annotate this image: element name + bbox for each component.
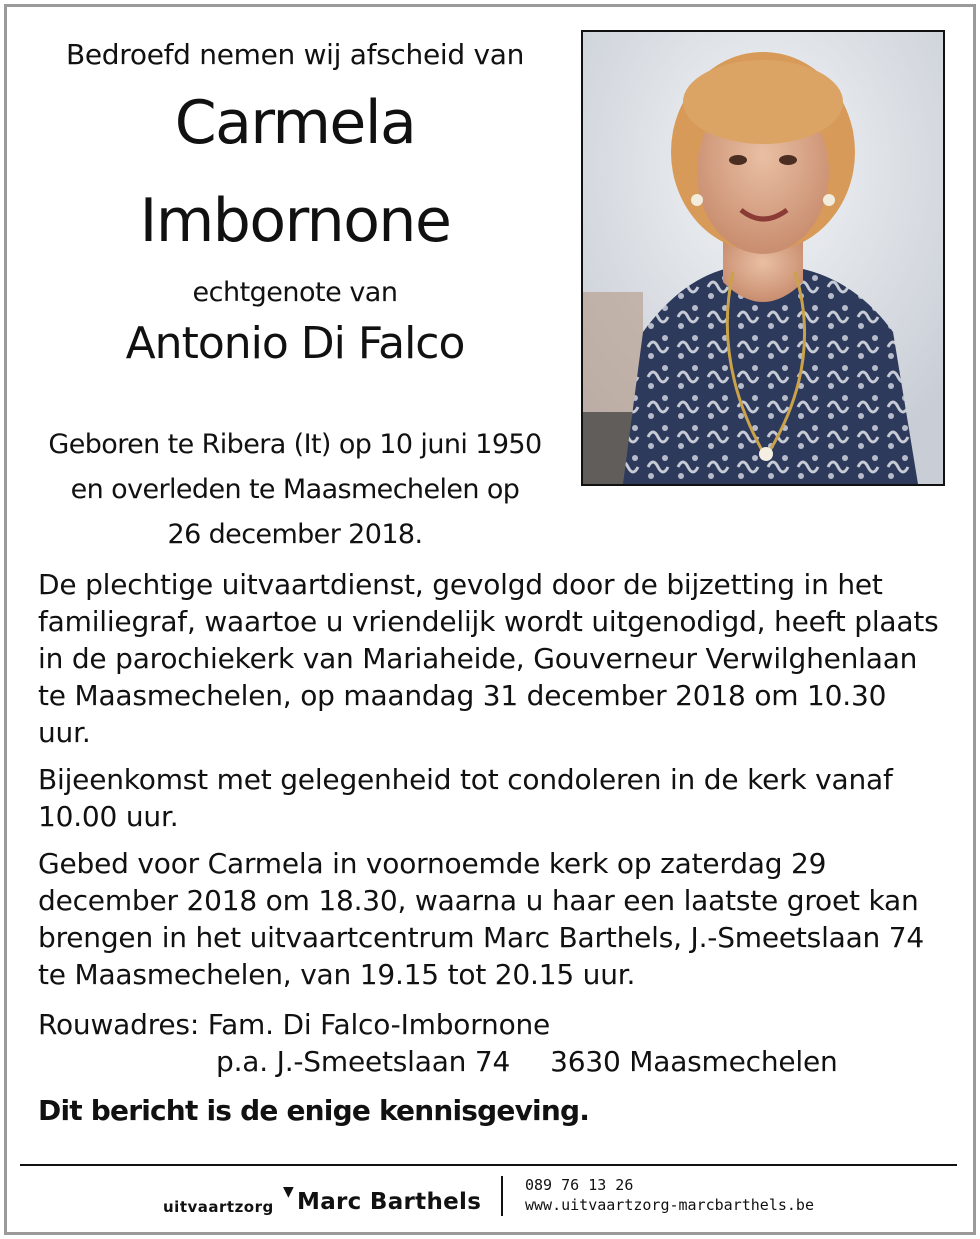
rouwadres-line: Rouwadres: Fam. Di Falco-Imbornone bbox=[38, 1008, 551, 1041]
details-paragraph: Bijeenkomst met gelegenheid tot condoleren in de kerk vanaf 10.00 uur. bbox=[38, 763, 893, 833]
contact-info bbox=[525, 1175, 814, 1215]
rouwadres-address bbox=[38, 1043, 943, 1080]
intro-text: Bedroefd nemen wij afscheid van bbox=[65, 38, 525, 71]
deceased-first-name: Carmela bbox=[174, 88, 416, 158]
date-line: en overleden te Maasmechelen op bbox=[70, 474, 520, 505]
brand-name: Marc Barthels bbox=[297, 1189, 482, 1215]
website-link[interactable]: www.uitvaartzorg-marcbarthels.be bbox=[525, 1196, 814, 1214]
birth-death-dates bbox=[40, 422, 550, 557]
date-line: 26 december 2018. bbox=[167, 519, 423, 550]
rouwadres-street: p.a. J.-Smeetslaan 74 bbox=[216, 1045, 511, 1078]
footer-divider bbox=[20, 1164, 957, 1166]
portrait-photo bbox=[581, 30, 945, 486]
funeral-details bbox=[38, 566, 943, 1003]
triangle-down-icon: ▼ bbox=[283, 1184, 294, 1200]
spouse-label: echtgenote van bbox=[192, 277, 398, 308]
footer-separator bbox=[501, 1176, 503, 1216]
brand-tagline: uitvaartzorg bbox=[163, 1198, 274, 1216]
deceased-last-name: Imbornone bbox=[139, 186, 451, 256]
details-paragraph: Gebed voor Carmela in voornoemde kerk op zaterdag 29 december 2018 om 18.30, waarna u haar een laatste groet kan brengen in het uitvaartcentrum Marc Barthels, J.-Smeetslaan 74 te Maasmechelen, van 19.15 tot 20.15 uur. bbox=[38, 847, 925, 991]
mourning-address bbox=[38, 1006, 943, 1080]
details-paragraph: De plechtige uitvaartdienst, gevolgd door de bijzetting in het familiegraf, waartoe u vriendelijk wordt uitgenodigd, heeft plaats in de parochiekerk van Mariaheide, Gouverneur Verwilghenlaan te Maasmechelen, op maandag 31 december 2018 om 10.30 uur. bbox=[38, 568, 939, 749]
phone-number: 089 76 13 26 bbox=[525, 1176, 634, 1194]
spouse-name: Antonio Di Falco bbox=[125, 318, 465, 369]
date-line: Geboren te Ribera (It) op 10 juni 1950 bbox=[48, 429, 542, 460]
notice-text: Dit bericht is de enige kennisgeving. bbox=[38, 1094, 590, 1127]
portrait-illustration bbox=[583, 32, 943, 484]
rouwadres-city: 3630 Maasmechelen bbox=[550, 1045, 838, 1078]
